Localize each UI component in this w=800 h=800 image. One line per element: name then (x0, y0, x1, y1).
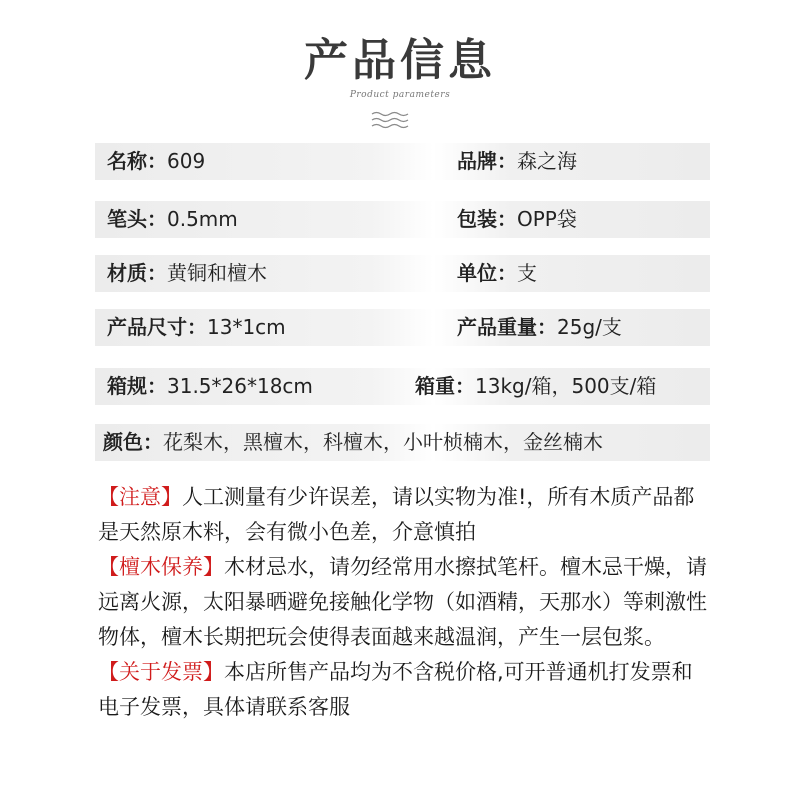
spec-value: 支 (517, 261, 537, 285)
note-tag: 【檀木保养】 (98, 555, 224, 579)
spec-row-size-weight (95, 309, 710, 346)
note-caution (98, 480, 708, 550)
spec-row-tip-package (95, 201, 710, 238)
spec-weight (457, 309, 622, 346)
spec-brand (457, 143, 577, 180)
notes-section (98, 480, 708, 725)
spec-value: 25g/支 (557, 315, 622, 339)
spec-label: 名称： (107, 149, 167, 173)
spec-tip (107, 201, 238, 238)
spec-label: 单位： (457, 261, 517, 285)
page-subtitle: Product parameters (349, 90, 451, 100)
spec-row-carton (95, 368, 710, 405)
spec-carton-weight (415, 368, 656, 405)
spec-label: 箱规： (107, 374, 167, 398)
spec-carton-size (107, 368, 313, 405)
spec-value: 花梨木，黑檀木，科檀木，小叶桢楠木，金丝楠木 (163, 430, 603, 454)
spec-unit (457, 255, 537, 292)
spec-row-colors (95, 424, 710, 461)
spec-label: 笔头： (107, 207, 167, 231)
spec-row-name-brand (95, 143, 710, 180)
note-text: 人工测量有少许误差，请以实物为准!，所有木质产品都是天然原木料，会有微小色差，介意慎拍 (98, 485, 695, 544)
note-text: 木材忌水，请勿经常用水擦拭笔杆。檀木忌干燥，请远离火源，太阳暴晒避免接触化学物（如酒精，天那水）等刺激性物体，檀木长期把玩会使得表面越来越温润，产生一层包浆。 (98, 555, 707, 649)
note-tag: 【注意】 (98, 485, 182, 509)
spec-value: 森之海 (517, 149, 577, 173)
spec-label: 颜色： (103, 430, 163, 454)
spec-value: 黄铜和檀木 (167, 261, 267, 285)
spec-value: 0.5mm (167, 207, 238, 231)
spec-colors (103, 424, 603, 461)
spec-label: 品牌： (457, 149, 517, 173)
wave-icon (371, 110, 409, 130)
spec-value: 13*1cm (207, 315, 286, 339)
spec-label: 箱重： (415, 374, 475, 398)
spec-row-material-unit (95, 255, 710, 292)
note-tag: 【关于发票】 (98, 660, 224, 684)
spec-label: 包装： (457, 207, 517, 231)
spec-label: 产品尺寸： (107, 315, 207, 339)
spec-value: 13kg/箱，500支/箱 (475, 374, 657, 398)
spec-name (107, 143, 205, 180)
spec-label: 产品重量： (457, 315, 557, 339)
note-text: 本店所售产品均为不含税价格,可开普通机打发票和电子发票，具体请联系客服 (98, 660, 693, 719)
spec-material (107, 255, 267, 292)
spec-value: 31.5*26*18cm (167, 374, 313, 398)
note-care (98, 550, 708, 655)
spec-package (457, 201, 577, 238)
spec-value: OPP袋 (517, 207, 577, 231)
note-invoice (98, 655, 708, 725)
page-title: 产品信息 (304, 35, 496, 86)
spec-value: 609 (167, 149, 206, 173)
spec-size (107, 309, 286, 346)
spec-label: 材质： (107, 261, 167, 285)
